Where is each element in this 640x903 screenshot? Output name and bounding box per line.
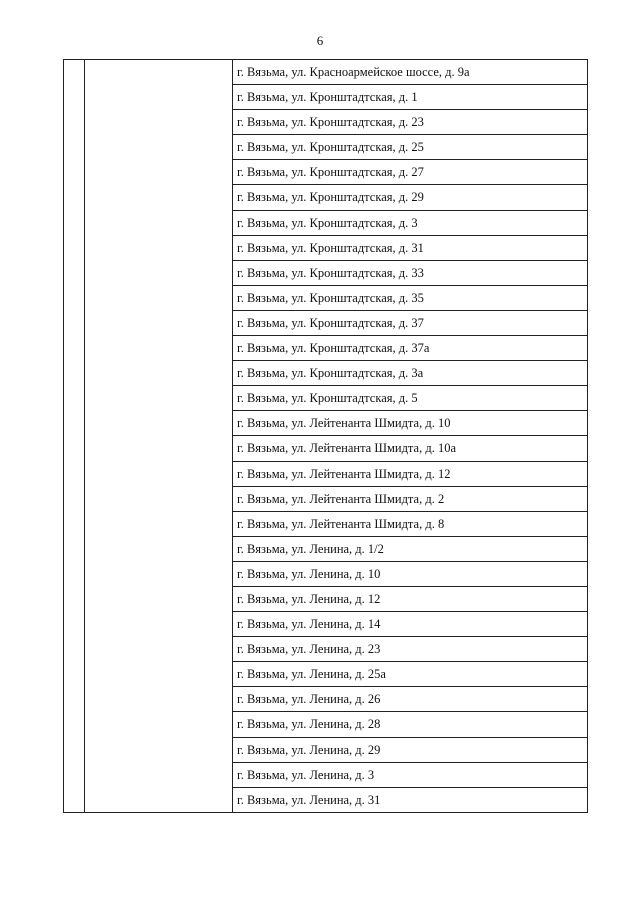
table-row: г. Вязьма, ул. Ленина, д. 25а bbox=[232, 662, 587, 687]
table-row: г. Вязьма, ул. Ленина, д. 14 bbox=[232, 612, 587, 637]
table-row: г. Вязьма, ул. Ленина, д. 12 bbox=[232, 587, 587, 612]
table-row: г. Вязьма, ул. Ленина, д. 26 bbox=[232, 687, 587, 712]
table-row: г. Вязьма, ул. Кронштадтская, д. 37а bbox=[232, 336, 587, 361]
table-row: г. Вязьма, ул. Лейтенанта Шмидта, д. 2 bbox=[232, 487, 587, 512]
table-row: г. Вязьма, ул. Кронштадтская, д. 3 bbox=[232, 211, 587, 236]
table-row: г. Вязьма, ул. Ленина, д. 10 bbox=[232, 562, 587, 587]
table-row: г. Вязьма, ул. Лейтенанта Шмидта, д. 10 bbox=[232, 411, 587, 436]
table-row: г. Вязьма, ул. Красноармейское шоссе, д. 9а bbox=[232, 60, 587, 85]
table-row: г. Вязьма, ул. Кронштадтская, д. 27 bbox=[232, 160, 587, 185]
table-row: г. Вязьма, ул. Ленина, д. 29 bbox=[232, 738, 587, 763]
table-row: г. Вязьма, ул. Кронштадтская, д. 3а bbox=[232, 361, 587, 386]
table-row: г. Вязьма, ул. Ленина, д. 31 bbox=[237, 792, 381, 807]
table-row: г. Вязьма, ул. Кронштадтская, д. 31 bbox=[232, 236, 587, 261]
address-column bbox=[232, 60, 587, 812]
table-row: г. Вязьма, ул. Ленина, д. 3 bbox=[232, 763, 587, 788]
table-row: г. Вязьма, ул. Ленина, д. 23 bbox=[232, 637, 587, 662]
page-number: 6 bbox=[316, 33, 324, 48]
table-row: г. Вязьма, ул. Кронштадтская, д. 33 bbox=[232, 261, 587, 286]
table-row: г. Вязьма, ул. Кронштадтская, д. 23 bbox=[232, 110, 587, 135]
table-row: г. Вязьма, ул. Лейтенанта Шмидта, д. 10а bbox=[232, 436, 587, 461]
table-row: г. Вязьма, ул. Кронштадтская, д. 35 bbox=[232, 286, 587, 311]
table-row: г. Вязьма, ул. Кронштадтская, д. 5 bbox=[232, 386, 587, 411]
address-table bbox=[63, 59, 588, 813]
table-row: г. Вязьма, ул. Ленина, д. 1/2 bbox=[232, 537, 587, 562]
table-row: г. Вязьма, ул. Лейтенанта Шмидта, д. 12 bbox=[232, 462, 587, 487]
table-row: г. Вязьма, ул. Кронштадтская, д. 1 bbox=[232, 85, 587, 110]
table-row: г. Вязьма, ул. Кронштадтская, д. 29 bbox=[232, 185, 587, 210]
table-row: г. Вязьма, ул. Кронштадтская, д. 25 bbox=[232, 135, 587, 160]
table-row: г. Вязьма, ул. Кронштадтская, д. 37 bbox=[232, 311, 587, 336]
column-divider bbox=[84, 60, 85, 812]
table-row: г. Вязьма, ул. Лейтенанта Шмидта, д. 8 bbox=[232, 512, 587, 537]
table-row: г. Вязьма, ул. Ленина, д. 28 bbox=[232, 712, 587, 737]
